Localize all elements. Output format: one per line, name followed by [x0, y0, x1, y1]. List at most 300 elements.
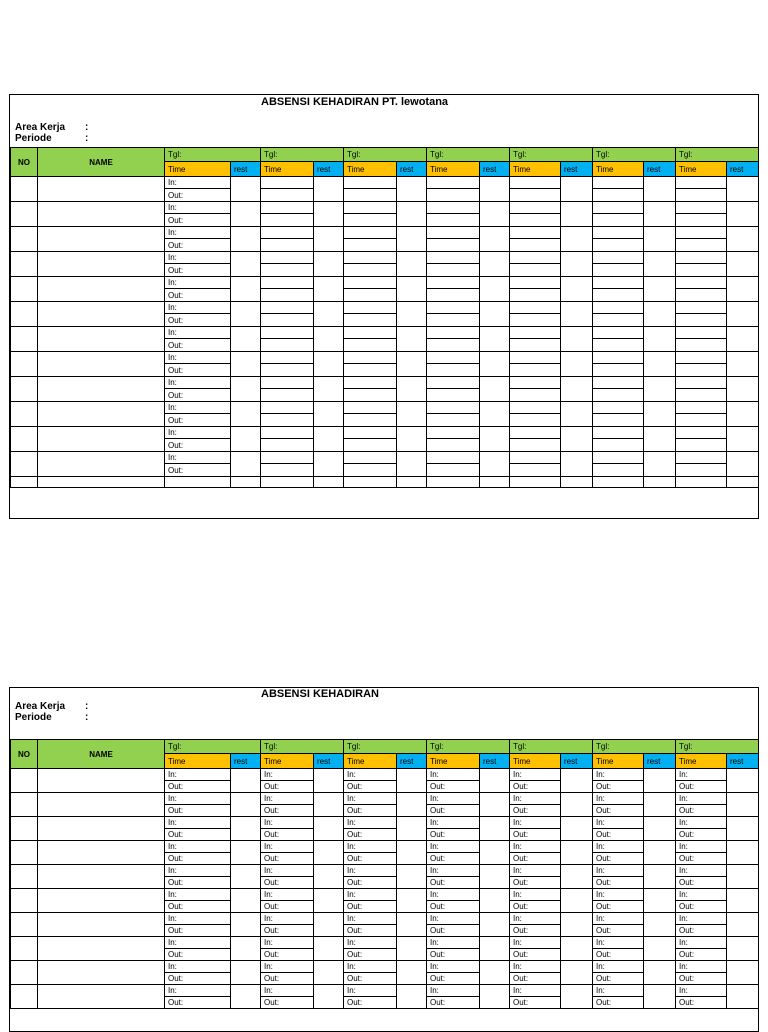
- time-in-cell[interactable]: [344, 202, 397, 214]
- time-in-cell[interactable]: In:: [344, 793, 397, 805]
- time-in-cell[interactable]: In:: [344, 769, 397, 781]
- no-cell[interactable]: [11, 202, 38, 227]
- rest-cell[interactable]: [561, 452, 593, 477]
- time-out-cell[interactable]: [593, 289, 644, 302]
- time-in-cell[interactable]: [593, 202, 644, 214]
- time-out-cell[interactable]: [510, 239, 561, 252]
- rest-cell[interactable]: [480, 817, 510, 841]
- rest-cell[interactable]: [397, 177, 427, 202]
- name-cell[interactable]: [38, 327, 165, 352]
- time-in-cell[interactable]: In:: [165, 841, 231, 853]
- rest-cell[interactable]: [314, 865, 344, 889]
- time-in-cell[interactable]: [676, 327, 727, 339]
- time-out-cell[interactable]: [593, 314, 644, 327]
- time-out-cell[interactable]: [427, 289, 480, 302]
- time-in-cell[interactable]: In:: [593, 961, 644, 973]
- time-in-cell[interactable]: In:: [427, 985, 480, 997]
- time-out-cell[interactable]: [676, 264, 727, 277]
- rest-cell[interactable]: [561, 961, 593, 985]
- time-in-cell[interactable]: In:: [261, 913, 314, 925]
- time-in-cell[interactable]: In:: [344, 841, 397, 853]
- rest-cell[interactable]: [480, 177, 510, 202]
- time-out-cell[interactable]: Out:: [165, 264, 231, 277]
- rest-cell[interactable]: [644, 227, 676, 252]
- time-out-cell[interactable]: [344, 364, 397, 377]
- time-in-cell[interactable]: [676, 352, 727, 364]
- rest-cell[interactable]: [231, 985, 261, 1009]
- time-out-cell[interactable]: Out:: [676, 949, 727, 961]
- time-out-cell[interactable]: [510, 389, 561, 402]
- time-out-cell[interactable]: [676, 314, 727, 327]
- time-out-cell[interactable]: [344, 314, 397, 327]
- rest-cell[interactable]: [314, 817, 344, 841]
- rest-cell[interactable]: [561, 352, 593, 377]
- rest-cell[interactable]: [231, 352, 261, 377]
- time-in-cell[interactable]: [427, 327, 480, 339]
- time-in-cell[interactable]: [427, 452, 480, 464]
- time-in-cell[interactable]: [344, 302, 397, 314]
- time-out-cell[interactable]: Out:: [510, 973, 561, 985]
- rest-cell[interactable]: [231, 913, 261, 937]
- time-out-cell[interactable]: Out:: [427, 973, 480, 985]
- time-in-cell[interactable]: [593, 452, 644, 464]
- time-out-cell[interactable]: [261, 264, 314, 277]
- name-cell[interactable]: [38, 913, 165, 937]
- time-out-cell[interactable]: [510, 264, 561, 277]
- time-in-cell[interactable]: In:: [593, 817, 644, 829]
- rest-cell[interactable]: [644, 352, 676, 377]
- no-cell[interactable]: [11, 817, 38, 841]
- rest-cell[interactable]: [561, 427, 593, 452]
- no-cell[interactable]: [11, 769, 38, 793]
- time-out-cell[interactable]: [427, 439, 480, 452]
- time-out-cell[interactable]: Out:: [593, 997, 644, 1009]
- time-in-cell[interactable]: In:: [165, 277, 231, 289]
- time-in-cell[interactable]: [510, 452, 561, 464]
- rest-cell[interactable]: [480, 377, 510, 402]
- time-in-cell[interactable]: In:: [261, 841, 314, 853]
- time-in-cell[interactable]: In:: [165, 817, 231, 829]
- time-out-cell[interactable]: Out:: [593, 973, 644, 985]
- rest-cell[interactable]: [561, 817, 593, 841]
- time-in-cell[interactable]: In:: [344, 937, 397, 949]
- name-cell[interactable]: [38, 889, 165, 913]
- name-cell[interactable]: [38, 402, 165, 427]
- rest-cell[interactable]: [727, 452, 759, 477]
- rest-cell[interactable]: [480, 202, 510, 227]
- name-cell[interactable]: [38, 817, 165, 841]
- time-out-cell[interactable]: Out:: [165, 289, 231, 302]
- time-out-cell[interactable]: Out:: [165, 949, 231, 961]
- time-out-cell[interactable]: Out:: [510, 805, 561, 817]
- time-out-cell[interactable]: [593, 464, 644, 477]
- time-in-cell[interactable]: [427, 177, 480, 189]
- time-out-cell[interactable]: Out:: [344, 877, 397, 889]
- rest-cell[interactable]: [644, 377, 676, 402]
- time-in-cell[interactable]: [427, 352, 480, 364]
- time-in-cell[interactable]: [261, 177, 314, 189]
- time-out-cell[interactable]: [676, 439, 727, 452]
- time-in-cell[interactable]: [510, 352, 561, 364]
- time-in-cell[interactable]: [427, 427, 480, 439]
- time-out-cell[interactable]: [593, 189, 644, 202]
- rest-cell[interactable]: [727, 327, 759, 352]
- rest-cell[interactable]: [561, 769, 593, 793]
- time-out-cell[interactable]: Out:: [676, 781, 727, 793]
- time-out-cell[interactable]: Out:: [510, 997, 561, 1009]
- rest-cell[interactable]: [644, 177, 676, 202]
- time-in-cell[interactable]: [261, 302, 314, 314]
- rest-cell[interactable]: [314, 177, 344, 202]
- time-in-cell[interactable]: [344, 452, 397, 464]
- no-cell[interactable]: [11, 402, 38, 427]
- time-out-cell[interactable]: [510, 189, 561, 202]
- no-cell[interactable]: [11, 452, 38, 477]
- time-out-cell[interactable]: Out:: [261, 853, 314, 865]
- time-in-cell[interactable]: In:: [165, 793, 231, 805]
- rest-cell[interactable]: [231, 252, 261, 277]
- time-in-cell[interactable]: In:: [510, 913, 561, 925]
- rest-cell[interactable]: [480, 352, 510, 377]
- rest-cell[interactable]: [480, 769, 510, 793]
- time-in-cell[interactable]: [676, 377, 727, 389]
- rest-cell[interactable]: [727, 889, 759, 913]
- no-cell[interactable]: [11, 227, 38, 252]
- rest-cell[interactable]: [644, 302, 676, 327]
- name-cell[interactable]: [38, 202, 165, 227]
- time-in-cell[interactable]: [676, 452, 727, 464]
- time-in-cell[interactable]: [261, 252, 314, 264]
- time-in-cell[interactable]: [593, 252, 644, 264]
- no-cell[interactable]: [11, 841, 38, 865]
- time-out-cell[interactable]: [510, 289, 561, 302]
- rest-cell[interactable]: [561, 889, 593, 913]
- time-out-cell[interactable]: Out:: [676, 853, 727, 865]
- time-out-cell[interactable]: [261, 214, 314, 227]
- rest-cell[interactable]: [727, 402, 759, 427]
- time-in-cell[interactable]: In:: [427, 817, 480, 829]
- no-cell[interactable]: [11, 377, 38, 402]
- time-out-cell[interactable]: [427, 239, 480, 252]
- rest-cell[interactable]: [727, 252, 759, 277]
- time-in-cell[interactable]: In:: [427, 913, 480, 925]
- time-in-cell[interactable]: [427, 227, 480, 239]
- time-out-cell[interactable]: Out:: [427, 853, 480, 865]
- time-in-cell[interactable]: In:: [165, 202, 231, 214]
- rest-cell[interactable]: [480, 302, 510, 327]
- rest-cell[interactable]: [314, 227, 344, 252]
- time-out-cell[interactable]: [261, 389, 314, 402]
- time-in-cell[interactable]: In:: [165, 252, 231, 264]
- rest-cell[interactable]: [727, 817, 759, 841]
- time-out-cell[interactable]: [676, 189, 727, 202]
- time-in-cell[interactable]: In:: [261, 937, 314, 949]
- no-cell[interactable]: [11, 302, 38, 327]
- time-in-cell[interactable]: In:: [261, 817, 314, 829]
- rest-cell[interactable]: [231, 452, 261, 477]
- time-out-cell[interactable]: [510, 364, 561, 377]
- rest-cell[interactable]: [231, 817, 261, 841]
- time-out-cell[interactable]: [344, 464, 397, 477]
- time-out-cell[interactable]: Out:: [261, 901, 314, 913]
- time-in-cell[interactable]: [427, 302, 480, 314]
- time-out-cell[interactable]: Out:: [344, 829, 397, 841]
- time-in-cell[interactable]: In:: [261, 793, 314, 805]
- time-in-cell[interactable]: [344, 252, 397, 264]
- time-in-cell[interactable]: [261, 377, 314, 389]
- time-in-cell[interactable]: In:: [165, 452, 231, 464]
- time-out-cell[interactable]: Out:: [427, 805, 480, 817]
- rest-cell[interactable]: [561, 177, 593, 202]
- rest-cell[interactable]: [727, 427, 759, 452]
- name-cell[interactable]: [38, 985, 165, 1009]
- time-out-cell[interactable]: [344, 289, 397, 302]
- time-in-cell[interactable]: In:: [676, 865, 727, 877]
- time-out-cell[interactable]: [344, 239, 397, 252]
- no-cell[interactable]: [11, 913, 38, 937]
- time-in-cell[interactable]: [510, 277, 561, 289]
- rest-cell[interactable]: [397, 865, 427, 889]
- time-in-cell[interactable]: In:: [510, 817, 561, 829]
- time-out-cell[interactable]: Out:: [593, 901, 644, 913]
- time-in-cell[interactable]: [261, 327, 314, 339]
- time-in-cell[interactable]: In:: [676, 961, 727, 973]
- time-in-cell[interactable]: [344, 377, 397, 389]
- time-out-cell[interactable]: [344, 339, 397, 352]
- time-out-cell[interactable]: Out:: [676, 805, 727, 817]
- time-in-cell[interactable]: [344, 327, 397, 339]
- time-out-cell[interactable]: [593, 414, 644, 427]
- time-in-cell[interactable]: [676, 177, 727, 189]
- time-out-cell[interactable]: Out:: [427, 829, 480, 841]
- time-in-cell[interactable]: In:: [165, 352, 231, 364]
- rest-cell[interactable]: [561, 937, 593, 961]
- time-in-cell[interactable]: [593, 227, 644, 239]
- time-in-cell[interactable]: In:: [593, 793, 644, 805]
- time-in-cell[interactable]: [593, 377, 644, 389]
- time-out-cell[interactable]: Out:: [261, 829, 314, 841]
- name-cell[interactable]: [38, 177, 165, 202]
- time-in-cell[interactable]: In:: [261, 961, 314, 973]
- time-out-cell[interactable]: Out:: [593, 925, 644, 937]
- rest-cell[interactable]: [644, 427, 676, 452]
- rest-cell[interactable]: [397, 402, 427, 427]
- rest-cell[interactable]: [397, 889, 427, 913]
- rest-cell[interactable]: [480, 865, 510, 889]
- time-out-cell[interactable]: [676, 339, 727, 352]
- time-in-cell[interactable]: In:: [165, 889, 231, 901]
- rest-cell[interactable]: [231, 427, 261, 452]
- no-cell[interactable]: [11, 961, 38, 985]
- time-out-cell[interactable]: [427, 264, 480, 277]
- rest-cell[interactable]: [397, 961, 427, 985]
- time-out-cell[interactable]: [261, 414, 314, 427]
- rest-cell[interactable]: [231, 302, 261, 327]
- time-in-cell[interactable]: [676, 277, 727, 289]
- time-out-cell[interactable]: Out:: [510, 781, 561, 793]
- time-out-cell[interactable]: [676, 389, 727, 402]
- time-out-cell[interactable]: [510, 314, 561, 327]
- time-out-cell[interactable]: Out:: [165, 389, 231, 402]
- time-in-cell[interactable]: [593, 302, 644, 314]
- time-out-cell[interactable]: Out:: [344, 853, 397, 865]
- time-in-cell[interactable]: In:: [676, 817, 727, 829]
- time-in-cell[interactable]: In:: [427, 769, 480, 781]
- time-in-cell[interactable]: In:: [676, 937, 727, 949]
- rest-cell[interactable]: [480, 985, 510, 1009]
- time-out-cell[interactable]: [593, 214, 644, 227]
- time-out-cell[interactable]: [261, 239, 314, 252]
- time-out-cell[interactable]: Out:: [510, 853, 561, 865]
- time-in-cell[interactable]: In:: [165, 985, 231, 997]
- rest-cell[interactable]: [397, 452, 427, 477]
- rest-cell[interactable]: [231, 841, 261, 865]
- time-out-cell[interactable]: Out:: [165, 464, 231, 477]
- time-out-cell[interactable]: [344, 214, 397, 227]
- time-out-cell[interactable]: Out:: [676, 877, 727, 889]
- time-out-cell[interactable]: [261, 314, 314, 327]
- rest-cell[interactable]: [231, 177, 261, 202]
- rest-cell[interactable]: [561, 277, 593, 302]
- time-out-cell[interactable]: Out:: [593, 829, 644, 841]
- rest-cell[interactable]: [644, 985, 676, 1009]
- time-in-cell[interactable]: [261, 277, 314, 289]
- name-cell[interactable]: [38, 961, 165, 985]
- time-out-cell[interactable]: [427, 389, 480, 402]
- rest-cell[interactable]: [644, 889, 676, 913]
- rest-cell[interactable]: [314, 889, 344, 913]
- name-cell[interactable]: [38, 865, 165, 889]
- rest-cell[interactable]: [727, 937, 759, 961]
- time-in-cell[interactable]: [593, 327, 644, 339]
- time-out-cell[interactable]: [510, 339, 561, 352]
- time-in-cell[interactable]: In:: [165, 302, 231, 314]
- time-out-cell[interactable]: [261, 464, 314, 477]
- rest-cell[interactable]: [231, 377, 261, 402]
- time-in-cell[interactable]: In:: [676, 841, 727, 853]
- time-in-cell[interactable]: [676, 227, 727, 239]
- time-out-cell[interactable]: [427, 464, 480, 477]
- time-in-cell[interactable]: In:: [593, 937, 644, 949]
- time-out-cell[interactable]: [510, 464, 561, 477]
- time-in-cell[interactable]: In:: [261, 985, 314, 997]
- time-out-cell[interactable]: Out:: [261, 997, 314, 1009]
- time-in-cell[interactable]: In:: [593, 889, 644, 901]
- rest-cell[interactable]: [314, 352, 344, 377]
- time-in-cell[interactable]: [261, 227, 314, 239]
- time-in-cell[interactable]: [593, 277, 644, 289]
- rest-cell[interactable]: [727, 377, 759, 402]
- rest-cell[interactable]: [561, 402, 593, 427]
- time-in-cell[interactable]: In:: [676, 913, 727, 925]
- rest-cell[interactable]: [397, 302, 427, 327]
- time-in-cell[interactable]: [427, 277, 480, 289]
- rest-cell[interactable]: [644, 841, 676, 865]
- rest-cell[interactable]: [561, 865, 593, 889]
- rest-cell[interactable]: [231, 202, 261, 227]
- time-in-cell[interactable]: [676, 427, 727, 439]
- time-in-cell[interactable]: [344, 427, 397, 439]
- no-cell[interactable]: [11, 937, 38, 961]
- rest-cell[interactable]: [231, 327, 261, 352]
- time-out-cell[interactable]: [593, 439, 644, 452]
- rest-cell[interactable]: [397, 913, 427, 937]
- rest-cell[interactable]: [561, 302, 593, 327]
- no-cell[interactable]: [11, 352, 38, 377]
- time-in-cell[interactable]: In:: [165, 427, 231, 439]
- time-out-cell[interactable]: [427, 414, 480, 427]
- time-in-cell[interactable]: [510, 427, 561, 439]
- name-cell[interactable]: [38, 377, 165, 402]
- time-in-cell[interactable]: In:: [510, 769, 561, 781]
- time-in-cell[interactable]: In:: [510, 937, 561, 949]
- time-in-cell[interactable]: In:: [593, 769, 644, 781]
- time-out-cell[interactable]: Out:: [344, 997, 397, 1009]
- time-in-cell[interactable]: In:: [165, 769, 231, 781]
- rest-cell[interactable]: [727, 177, 759, 202]
- time-out-cell[interactable]: Out:: [427, 925, 480, 937]
- time-in-cell[interactable]: [344, 177, 397, 189]
- rest-cell[interactable]: [727, 202, 759, 227]
- rest-cell[interactable]: [231, 865, 261, 889]
- time-out-cell[interactable]: Out:: [676, 901, 727, 913]
- time-in-cell[interactable]: [593, 352, 644, 364]
- time-in-cell[interactable]: In:: [344, 865, 397, 877]
- time-in-cell[interactable]: In:: [593, 865, 644, 877]
- time-out-cell[interactable]: [427, 339, 480, 352]
- rest-cell[interactable]: [314, 452, 344, 477]
- rest-cell[interactable]: [314, 841, 344, 865]
- no-cell[interactable]: [11, 177, 38, 202]
- name-cell[interactable]: [38, 793, 165, 817]
- time-out-cell[interactable]: Out:: [676, 829, 727, 841]
- rest-cell[interactable]: [561, 985, 593, 1009]
- time-in-cell[interactable]: [510, 302, 561, 314]
- time-in-cell[interactable]: In:: [165, 937, 231, 949]
- rest-cell[interactable]: [397, 937, 427, 961]
- no-cell[interactable]: [11, 793, 38, 817]
- time-out-cell[interactable]: Out:: [676, 925, 727, 937]
- rest-cell[interactable]: [397, 352, 427, 377]
- time-in-cell[interactable]: In:: [165, 177, 231, 189]
- rest-cell[interactable]: [397, 277, 427, 302]
- time-out-cell[interactable]: Out:: [261, 781, 314, 793]
- time-out-cell[interactable]: Out:: [510, 877, 561, 889]
- rest-cell[interactable]: [480, 937, 510, 961]
- rest-cell[interactable]: [644, 402, 676, 427]
- time-out-cell[interactable]: Out:: [427, 877, 480, 889]
- time-out-cell[interactable]: Out:: [593, 877, 644, 889]
- rest-cell[interactable]: [480, 961, 510, 985]
- time-out-cell[interactable]: [593, 364, 644, 377]
- rest-cell[interactable]: [314, 913, 344, 937]
- rest-cell[interactable]: [644, 452, 676, 477]
- time-out-cell[interactable]: Out:: [344, 925, 397, 937]
- time-in-cell[interactable]: In:: [676, 985, 727, 997]
- time-out-cell[interactable]: Out:: [165, 829, 231, 841]
- time-out-cell[interactable]: Out:: [344, 781, 397, 793]
- time-in-cell[interactable]: In:: [165, 913, 231, 925]
- time-out-cell[interactable]: Out:: [261, 925, 314, 937]
- no-cell[interactable]: [11, 985, 38, 1009]
- time-out-cell[interactable]: Out:: [427, 997, 480, 1009]
- time-in-cell[interactable]: In:: [344, 985, 397, 997]
- time-in-cell[interactable]: In:: [427, 793, 480, 805]
- time-out-cell[interactable]: Out:: [165, 901, 231, 913]
- rest-cell[interactable]: [314, 302, 344, 327]
- time-in-cell[interactable]: In:: [510, 793, 561, 805]
- time-in-cell[interactable]: In:: [593, 913, 644, 925]
